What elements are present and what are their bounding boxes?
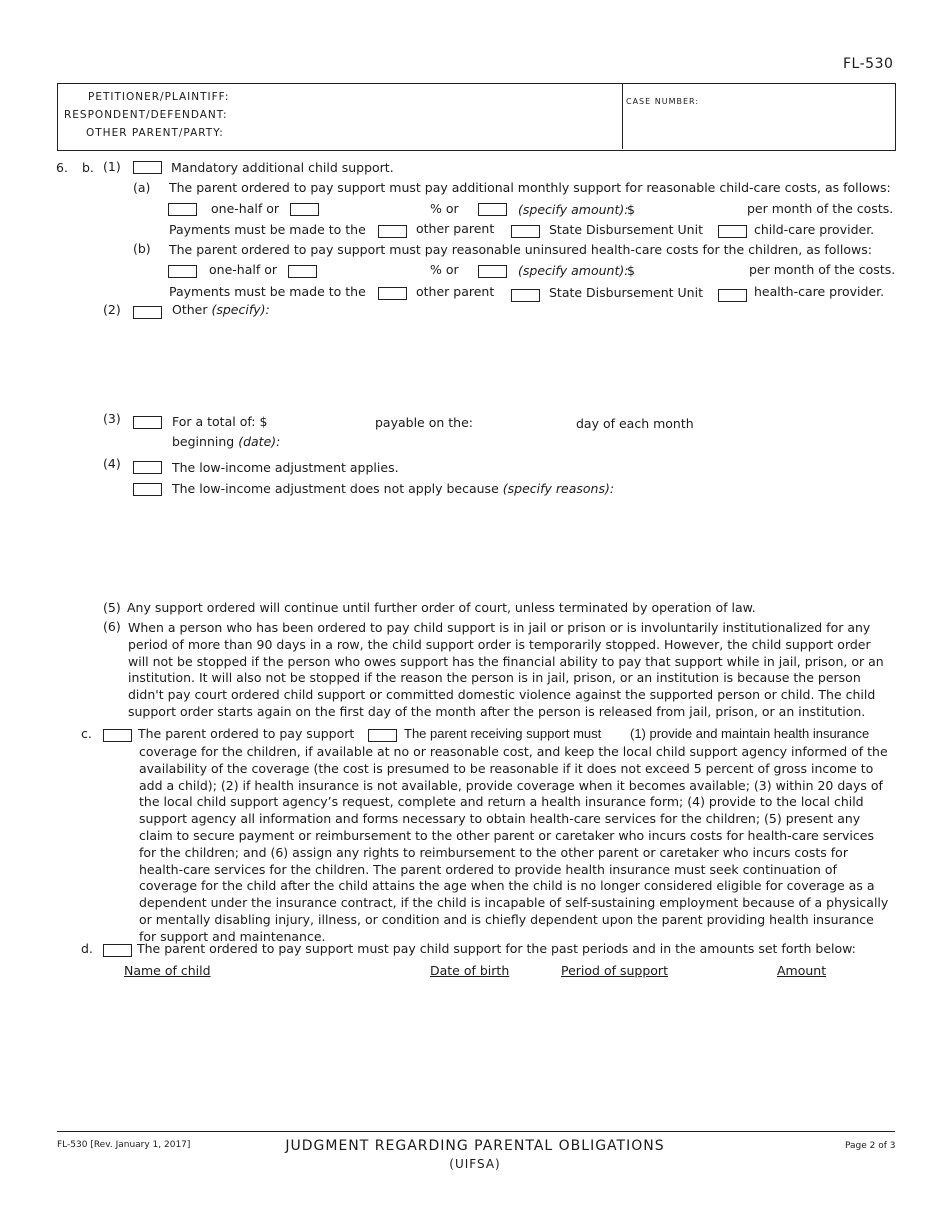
sub4-number: (4)	[103, 456, 121, 471]
footer-rule	[57, 1131, 895, 1132]
footer-page-number: Page 2 of 3	[845, 1141, 896, 1151]
low-income-applies-checkbox[interactable]	[133, 461, 162, 474]
healthcare-dollar: $	[627, 263, 635, 278]
col-amount: Amount	[777, 963, 827, 978]
childcare-one-half-checkbox[interactable]	[168, 203, 197, 216]
healthcare-amount-checkbox[interactable]	[478, 265, 507, 278]
day-of-month-label: day of each month	[576, 416, 694, 431]
childcare-other-parent-checkbox[interactable]	[378, 225, 407, 238]
childcare-sdu-label: State Disbursement Unit	[549, 222, 703, 237]
healthcare-per-month: per month of the costs.	[749, 262, 896, 277]
low-income-applies-label: The low-income adjustment applies.	[172, 460, 399, 475]
childcare-one-half-label: one-half or	[211, 201, 279, 216]
sub5-text: Any support ordered will continue until further order of court, unless terminated by operation of law.	[127, 600, 756, 615]
beginning-date: (date):	[238, 434, 281, 449]
healthcare-text: The parent ordered to pay support must pay reasonable uninsured health-care costs for the children, as follows:	[169, 242, 872, 257]
past-periods-text: The parent ordered to pay support must pay child support for the past periods and in the amounts set forth below:	[137, 941, 856, 956]
col-name-of-child: Name of child	[124, 963, 211, 978]
past-periods-checkbox[interactable]	[103, 944, 132, 957]
childcare-payments-to: Payments must be made to the	[169, 222, 366, 237]
other-text: Other	[172, 302, 208, 317]
other-label	[172, 302, 270, 317]
receiving-parent-checkbox[interactable]	[368, 729, 397, 742]
other-specify: (specify):	[211, 302, 270, 317]
low-income-not-applies-label	[172, 481, 614, 496]
healthcare-one-half-checkbox[interactable]	[168, 265, 197, 278]
healthcare-payments-to: Payments must be made to the	[169, 284, 366, 299]
sub6-text: When a person who has been ordered to pay child support is in jail or prison or is involuntarily institutionalized for any period of more than 90 days in a row, the child support order is temporarily stopped. However, the child support order will not be stopped if the person who owes support has the financial ability to pay that support while in jail, prison, or an institution. It will also not be stopped if the reason the person is in jail, prison, or an institution is because the person didn't pay court ordered child support or committed domestic violence against the supported person or child. The child support order starts again on the first day of the month after the person is released from jail, prison, or an institution.	[128, 620, 884, 719]
healthcare-sdu-checkbox[interactable]	[511, 289, 540, 302]
childcare-percent-checkbox[interactable]	[290, 203, 319, 216]
childcare-specify-amount: (specify amount):	[518, 202, 629, 217]
sub1-number: (1)	[103, 159, 121, 174]
not-applies-text: The low-income adjustment does not apply because	[172, 481, 499, 496]
childcare-percent-label: % or	[430, 201, 459, 216]
item-d-letter: d.	[81, 941, 93, 956]
low-income-not-applies-checkbox[interactable]	[133, 483, 162, 496]
healthcare-other-parent-label: other parent	[416, 284, 495, 299]
other-parent-label: OTHER PARENT/PARTY:	[86, 127, 224, 139]
childcare-sdu-checkbox[interactable]	[511, 225, 540, 238]
childcare-other-parent-label: other parent	[416, 221, 495, 236]
col-period-of-support: Period of support	[561, 963, 668, 978]
healthcare-percent-label: % or	[430, 262, 459, 277]
childcare-provider-checkbox[interactable]	[718, 225, 747, 238]
childcare-dollar: $	[627, 202, 635, 217]
sub-b-letter: (b)	[133, 241, 151, 256]
respondent-label: RESPONDENT/DEFENDANT:	[64, 109, 228, 121]
healthcare-other-parent-checkbox[interactable]	[378, 287, 407, 300]
payable-label: payable on the:	[375, 415, 473, 430]
healthcare-percent-checkbox[interactable]	[288, 265, 317, 278]
healthcare-provider-checkbox[interactable]	[718, 289, 747, 302]
footer-subtitle: (UIFSA)	[449, 1157, 501, 1171]
item-6-number: 6.	[56, 160, 68, 175]
healthcare-provider-label: health-care provider.	[754, 284, 885, 299]
footer-title: JUDGMENT REGARDING PARENTAL OBLIGATIONS	[285, 1138, 665, 1154]
case-number-label: CASE NUMBER:	[626, 97, 700, 106]
caption-divider	[622, 83, 623, 149]
healthcare-specify-amount: (specify amount):	[518, 263, 629, 278]
mandatory-additional-label: Mandatory additional child support.	[171, 160, 394, 175]
col-date-of-birth: Date of birth	[430, 963, 510, 978]
petitioner-label: PETITIONER/PLAINTIFF:	[88, 91, 230, 103]
other-checkbox[interactable]	[133, 306, 162, 319]
health-insurance-lead: (1) provide and maintain health insurance	[630, 726, 870, 741]
sub6-number: (6)	[103, 619, 121, 634]
receiving-parent-label: The parent receiving support must	[404, 726, 602, 741]
paying-parent-label: The parent ordered to pay support	[138, 726, 355, 741]
health-insurance-text: coverage for the children, if available at no or reasonable cost, and keep the local child support agency informed of the availability of the coverage (the cost is presumed to be reasonable if it does not exceed 5 percent of gross income to add a child); (2) if health insurance is not available, provide coverage when it becomes available; (3) within 20 days of the local child support agency’s request, complete and return a health insurance form; (4) provide to the local child support agency all information and forms necessary to obtain health-care services for the children; (5) present any claim to secure payment or reimbursement to the other parent or caretaker who incurs costs for health-care services for the children; and (6) assign any rights to reimbursement to the other parent or caretaker who incurs costs for health-care services for the children. The parent ordered to provide health insurance must seek continuation of coverage for the child after the child attains the age when the child is no longer considered eligible for coverage as a dependent under the insurance contract, if the child is incapable of self-sustaining employment because of a physically or mentally disabling injury, illness, or condition and is chiefly dependent upon the parent providing health insurance for support and maintenance.	[139, 744, 889, 944]
childcare-text: The parent ordered to pay support must pay additional monthly support for reasonable child-care costs, as follows:	[169, 180, 891, 195]
beginning-text: beginning	[172, 434, 235, 449]
healthcare-one-half-label: one-half or	[209, 262, 277, 277]
sub-a-letter: (a)	[133, 180, 151, 195]
childcare-provider-label: child-care provider.	[754, 222, 875, 237]
sub5-number: (5)	[103, 600, 121, 615]
beginning-label	[172, 434, 280, 449]
childcare-amount-checkbox[interactable]	[478, 203, 507, 216]
item-6b-letter: b.	[82, 160, 94, 175]
total-checkbox[interactable]	[133, 416, 162, 429]
sub2-number: (2)	[103, 302, 121, 317]
form-id: FL-530	[843, 56, 894, 72]
healthcare-sdu-label: State Disbursement Unit	[549, 285, 703, 300]
paying-parent-checkbox[interactable]	[103, 729, 132, 742]
item-c-letter: c.	[81, 726, 92, 741]
total-label: For a total of: $	[172, 414, 268, 429]
childcare-per-month: per month of the costs.	[747, 201, 894, 216]
specify-reasons: (specify reasons):	[502, 481, 615, 496]
footer-revision: FL-530 [Rev. January 1, 2017]	[57, 1140, 191, 1150]
mandatory-additional-checkbox[interactable]	[133, 161, 162, 174]
sub3-number: (3)	[103, 411, 121, 426]
